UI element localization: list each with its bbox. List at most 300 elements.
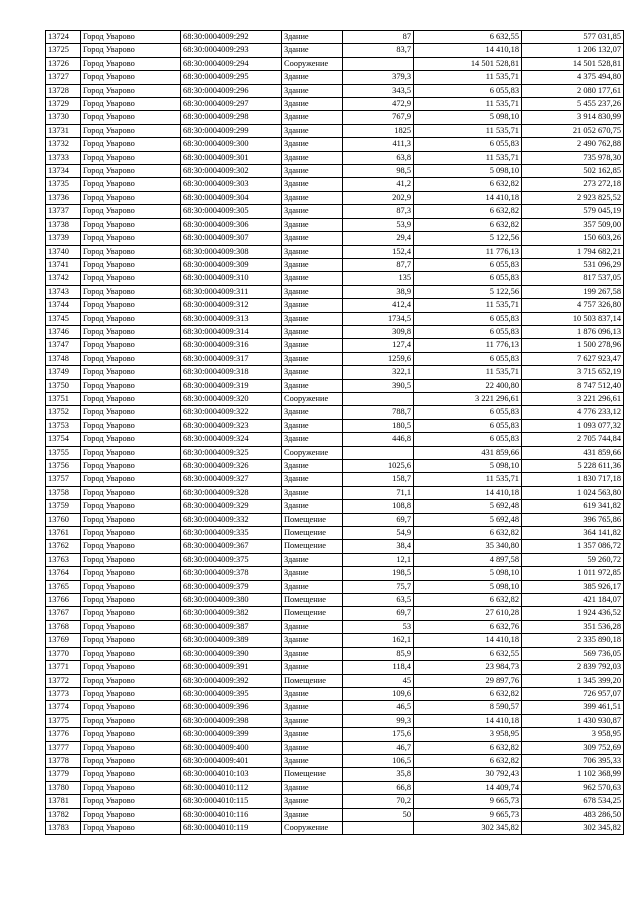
cadastral-value-cell: 364 141,82 [522, 527, 624, 540]
cadastral-value-cell: 399 461,51 [522, 701, 624, 714]
area-cell: 1025,6 [343, 460, 414, 473]
table-row [46, 513, 624, 526]
cadastral-value-cell: 1 011 972,85 [522, 567, 624, 580]
cadastral-number-cell: 68:30:0004009:298 [181, 111, 282, 124]
area-cell: 38,9 [343, 285, 414, 298]
object-type-cell: Сооружение [282, 821, 343, 834]
row-number-cell: 13761 [46, 527, 81, 540]
unit-value-cell: 5 692,48 [414, 500, 522, 513]
object-type-cell: Здание [282, 312, 343, 325]
row-number-cell: 13759 [46, 500, 81, 513]
cadastral-value-cell: 4 776 233,12 [522, 406, 624, 419]
unit-value-cell: 14 410,18 [414, 191, 522, 204]
unit-value-cell: 5 692,48 [414, 513, 522, 526]
cadastral-value-cell: 2 705 744,84 [522, 433, 624, 446]
settlement-name-cell: Город Уварово [81, 553, 181, 566]
table-row [46, 728, 624, 741]
cadastral-value-cell: 1 500 278,96 [522, 339, 624, 352]
settlement-name-cell: Город Уварово [81, 205, 181, 218]
cadastral-value-cell: 59 260,72 [522, 553, 624, 566]
cadastral-number-cell: 68:30:0004010:116 [181, 808, 282, 821]
cadastral-value-cell: 1 206 132,07 [522, 44, 624, 57]
table-row [46, 768, 624, 781]
cadastral-number-cell: 68:30:0004009:292 [181, 31, 282, 44]
row-number-cell: 13754 [46, 433, 81, 446]
unit-value-cell: 6 055,83 [414, 406, 522, 419]
unit-value-cell: 14 501 528,81 [414, 57, 522, 70]
unit-value-cell: 6 632,82 [414, 527, 522, 540]
object-type-cell: Здание [282, 218, 343, 231]
settlement-name-cell: Город Уварово [81, 392, 181, 405]
row-number-cell: 13749 [46, 366, 81, 379]
cadastral-number-cell: 68:30:0004010:103 [181, 768, 282, 781]
object-type-cell: Здание [282, 299, 343, 312]
unit-value-cell: 5 098,10 [414, 165, 522, 178]
settlement-name-cell: Город Уварово [81, 473, 181, 486]
cadastral-value-cell: 962 570,63 [522, 781, 624, 794]
settlement-name-cell: Город Уварово [81, 178, 181, 191]
cadastral-value-cell: 1 024 563,80 [522, 486, 624, 499]
settlement-name-cell: Город Уварово [81, 580, 181, 593]
table-row [46, 446, 624, 459]
settlement-name-cell: Город Уварово [81, 821, 181, 834]
unit-value-cell: 5 098,10 [414, 111, 522, 124]
cadastral-value-cell: 678 534,25 [522, 795, 624, 808]
settlement-name-cell: Город Уварово [81, 674, 181, 687]
area-cell: 54,9 [343, 527, 414, 540]
table-row [46, 352, 624, 365]
area-cell: 71,1 [343, 486, 414, 499]
cadastral-value-cell: 10 503 837,14 [522, 312, 624, 325]
row-number-cell: 13771 [46, 661, 81, 674]
cadastral-number-cell: 68:30:0004009:390 [181, 647, 282, 660]
table-row [46, 674, 624, 687]
cadastral-value-cell: 396 765,86 [522, 513, 624, 526]
area-cell: 53 [343, 620, 414, 633]
cadastral-number-cell: 68:30:0004009:322 [181, 406, 282, 419]
row-number-cell: 13755 [46, 446, 81, 459]
row-number-cell: 13728 [46, 84, 81, 97]
row-number-cell: 13724 [46, 31, 81, 44]
settlement-name-cell: Город Уварово [81, 500, 181, 513]
cadastral-number-cell: 68:30:0004009:297 [181, 98, 282, 111]
object-type-cell: Здание [282, 714, 343, 727]
cadastral-number-cell: 68:30:0004009:305 [181, 205, 282, 218]
settlement-name-cell: Город Уварово [81, 433, 181, 446]
table-row [46, 500, 624, 513]
object-type-cell: Здание [282, 165, 343, 178]
settlement-name-cell: Город Уварово [81, 339, 181, 352]
unit-value-cell: 5 098,10 [414, 567, 522, 580]
cadastral-value-cell: 2 080 177,61 [522, 84, 624, 97]
area-cell: 1734,5 [343, 312, 414, 325]
cadastral-number-cell: 68:30:0004009:316 [181, 339, 282, 352]
area-cell: 69,7 [343, 607, 414, 620]
settlement-name-cell: Город Уварово [81, 71, 181, 84]
area-cell: 175,6 [343, 728, 414, 741]
unit-value-cell: 11 535,71 [414, 124, 522, 137]
cadastral-value-cell: 385 926,17 [522, 580, 624, 593]
cadastral-number-cell: 68:30:0004009:306 [181, 218, 282, 231]
row-number-cell: 13742 [46, 272, 81, 285]
row-number-cell: 13763 [46, 553, 81, 566]
row-number-cell: 13744 [46, 299, 81, 312]
row-number-cell: 13746 [46, 325, 81, 338]
settlement-name-cell: Город Уварово [81, 808, 181, 821]
cadastral-value-cell: 817 537,05 [522, 272, 624, 285]
unit-value-cell: 6 632,82 [414, 687, 522, 700]
unit-value-cell: 6 055,83 [414, 325, 522, 338]
cadastral-number-cell: 68:30:0004009:399 [181, 728, 282, 741]
cadastral-number-cell: 68:30:0004009:323 [181, 419, 282, 432]
cadastral-value-cell: 431 859,66 [522, 446, 624, 459]
object-type-cell: Здание [282, 728, 343, 741]
cadastral-number-cell: 68:30:0004009:329 [181, 500, 282, 513]
settlement-name-cell: Город Уварово [81, 111, 181, 124]
cadastral-number-cell: 68:30:0004009:310 [181, 272, 282, 285]
area-cell: 98,5 [343, 165, 414, 178]
cadastral-number-cell: 68:30:0004009:294 [181, 57, 282, 70]
object-type-cell: Помещение [282, 513, 343, 526]
unit-value-cell: 14 410,18 [414, 44, 522, 57]
settlement-name-cell: Город Уварово [81, 138, 181, 151]
row-number-cell: 13726 [46, 57, 81, 70]
table-body [46, 31, 624, 835]
object-type-cell: Здание [282, 567, 343, 580]
object-type-cell: Здание [282, 138, 343, 151]
settlement-name-cell: Город Уварово [81, 191, 181, 204]
row-number-cell: 13778 [46, 754, 81, 767]
area-cell: 390,5 [343, 379, 414, 392]
object-type-cell: Здание [282, 634, 343, 647]
settlement-name-cell: Город Уварово [81, 446, 181, 459]
cadastral-value-cell: 150 603,26 [522, 232, 624, 245]
cadastral-value-cell: 569 736,05 [522, 647, 624, 660]
table-row [46, 299, 624, 312]
settlement-name-cell: Город Уварово [81, 98, 181, 111]
settlement-name-cell: Город Уварово [81, 687, 181, 700]
unit-value-cell: 11 535,71 [414, 473, 522, 486]
unit-value-cell: 35 340,80 [414, 540, 522, 553]
table-row [46, 151, 624, 164]
object-type-cell: Здание [282, 754, 343, 767]
unit-value-cell: 23 984,73 [414, 661, 522, 674]
area-cell: 63,5 [343, 594, 414, 607]
settlement-name-cell: Город Уварово [81, 419, 181, 432]
unit-value-cell: 11 535,71 [414, 98, 522, 111]
area-cell: 12,1 [343, 553, 414, 566]
object-type-cell: Сооружение [282, 57, 343, 70]
table-row [46, 527, 624, 540]
area-cell: 162,1 [343, 634, 414, 647]
table-row [46, 553, 624, 566]
cadastral-number-cell: 68:30:0004010:112 [181, 781, 282, 794]
cadastral-value-cell: 3 914 830,99 [522, 111, 624, 124]
table-row [46, 285, 624, 298]
object-type-cell: Здание [282, 232, 343, 245]
cadastral-value-cell: 735 978,30 [522, 151, 624, 164]
table-row [46, 473, 624, 486]
area-cell: 69,7 [343, 513, 414, 526]
area-cell: 118,4 [343, 661, 414, 674]
table-row [46, 312, 624, 325]
settlement-name-cell: Город Уварово [81, 124, 181, 137]
cadastral-value-cell: 21 052 670,75 [522, 124, 624, 137]
table-row [46, 754, 624, 767]
object-type-cell: Сооружение [282, 446, 343, 459]
cadastral-value-cell: 2 923 825,52 [522, 191, 624, 204]
settlement-name-cell: Город Уварово [81, 661, 181, 674]
unit-value-cell: 3 958,95 [414, 728, 522, 741]
area-cell: 50 [343, 808, 414, 821]
object-type-cell: Здание [282, 191, 343, 204]
object-type-cell: Сооружение [282, 392, 343, 405]
row-number-cell: 13757 [46, 473, 81, 486]
cadastral-number-cell: 68:30:0004010:115 [181, 795, 282, 808]
table-row [46, 607, 624, 620]
unit-value-cell: 27 610,28 [414, 607, 522, 620]
object-type-cell: Здание [282, 795, 343, 808]
cadastral-number-cell: 68:30:0004009:378 [181, 567, 282, 580]
cadastral-number-cell: 68:30:0004009:395 [181, 687, 282, 700]
row-number-cell: 13777 [46, 741, 81, 754]
object-type-cell: Здание [282, 460, 343, 473]
row-number-cell: 13767 [46, 607, 81, 620]
unit-value-cell: 11 535,71 [414, 366, 522, 379]
settlement-name-cell: Город Уварово [81, 795, 181, 808]
cadastral-number-cell: 68:30:0004009:401 [181, 754, 282, 767]
row-number-cell: 13768 [46, 620, 81, 633]
row-number-cell: 13729 [46, 98, 81, 111]
unit-value-cell: 6 632,55 [414, 31, 522, 44]
cadastral-number-cell: 68:30:0004009:324 [181, 433, 282, 446]
object-type-cell: Здание [282, 352, 343, 365]
area-cell: 63,8 [343, 151, 414, 164]
cadastral-value-cell: 309 752,69 [522, 741, 624, 754]
object-type-cell: Здание [282, 151, 343, 164]
row-number-cell: 13762 [46, 540, 81, 553]
unit-value-cell: 6 632,82 [414, 218, 522, 231]
settlement-name-cell: Город Уварово [81, 513, 181, 526]
row-number-cell: 13758 [46, 486, 81, 499]
cadastral-value-cell: 579 045,19 [522, 205, 624, 218]
cadastral-value-cell: 351 536,28 [522, 620, 624, 633]
row-number-cell: 13772 [46, 674, 81, 687]
table-row [46, 165, 624, 178]
unit-value-cell: 11 776,13 [414, 245, 522, 258]
unit-value-cell: 6 055,83 [414, 84, 522, 97]
unit-value-cell: 29 897,76 [414, 674, 522, 687]
cadastral-value-cell: 3 958,95 [522, 728, 624, 741]
unit-value-cell: 30 792,43 [414, 768, 522, 781]
settlement-name-cell: Город Уварово [81, 527, 181, 540]
table-row [46, 687, 624, 700]
settlement-name-cell: Город Уварово [81, 486, 181, 499]
area-cell: 70,2 [343, 795, 414, 808]
unit-value-cell: 14 410,18 [414, 714, 522, 727]
area-cell: 472,9 [343, 98, 414, 111]
table-row [46, 433, 624, 446]
cadastral-number-cell: 68:30:0004009:302 [181, 165, 282, 178]
row-number-cell: 13783 [46, 821, 81, 834]
object-type-cell: Здание [282, 111, 343, 124]
cadastral-value-cell: 2 490 762,88 [522, 138, 624, 151]
table-row [46, 111, 624, 124]
area-cell: 152,4 [343, 245, 414, 258]
object-type-cell: Здание [282, 701, 343, 714]
cadastral-value-cell: 4 757 326,80 [522, 299, 624, 312]
table-row [46, 701, 624, 714]
object-type-cell: Здание [282, 647, 343, 660]
row-number-cell: 13760 [46, 513, 81, 526]
cadastral-value-cell: 577 031,85 [522, 31, 624, 44]
table-row [46, 245, 624, 258]
unit-value-cell: 6 632,82 [414, 178, 522, 191]
cadastral-number-cell: 68:30:0004009:367 [181, 540, 282, 553]
table-row [46, 71, 624, 84]
unit-value-cell: 6 055,83 [414, 312, 522, 325]
cadastral-number-cell: 68:30:0004010:119 [181, 821, 282, 834]
unit-value-cell: 3 221 296,61 [414, 392, 522, 405]
object-type-cell: Здание [282, 741, 343, 754]
row-number-cell: 13752 [46, 406, 81, 419]
area-cell [343, 392, 414, 405]
object-type-cell: Здание [282, 500, 343, 513]
cadastral-number-cell: 68:30:0004009:317 [181, 352, 282, 365]
object-type-cell: Здание [282, 98, 343, 111]
cadastral-value-cell: 199 267,58 [522, 285, 624, 298]
object-type-cell: Здание [282, 178, 343, 191]
cadastral-number-cell: 68:30:0004009:312 [181, 299, 282, 312]
cadastral-number-cell: 68:30:0004009:314 [181, 325, 282, 338]
unit-value-cell: 6 632,82 [414, 205, 522, 218]
area-cell: 109,6 [343, 687, 414, 700]
area-cell: 412,4 [343, 299, 414, 312]
table-row [46, 57, 624, 70]
object-type-cell: Здание [282, 84, 343, 97]
unit-value-cell: 6 632,82 [414, 741, 522, 754]
area-cell: 135 [343, 272, 414, 285]
object-type-cell: Здание [282, 580, 343, 593]
area-cell: 83,7 [343, 44, 414, 57]
cadastral-number-cell: 68:30:0004009:296 [181, 84, 282, 97]
area-cell: 127,4 [343, 339, 414, 352]
cadastral-number-cell: 68:30:0004009:326 [181, 460, 282, 473]
table-row [46, 272, 624, 285]
table-row [46, 98, 624, 111]
area-cell: 99,3 [343, 714, 414, 727]
row-number-cell: 13769 [46, 634, 81, 647]
area-cell [343, 821, 414, 834]
settlement-name-cell: Город Уварово [81, 366, 181, 379]
area-cell: 108,8 [343, 500, 414, 513]
unit-value-cell: 9 665,73 [414, 795, 522, 808]
area-cell: 66,8 [343, 781, 414, 794]
settlement-name-cell: Город Уварово [81, 151, 181, 164]
unit-value-cell: 11 776,13 [414, 339, 522, 352]
table-row [46, 821, 624, 834]
area-cell [343, 57, 414, 70]
table-row [46, 191, 624, 204]
table-row [46, 392, 624, 405]
object-type-cell: Здание [282, 124, 343, 137]
object-type-cell: Здание [282, 325, 343, 338]
table-row [46, 138, 624, 151]
cadastral-value-cell: 1 430 930,87 [522, 714, 624, 727]
row-number-cell: 13732 [46, 138, 81, 151]
cadastral-value-cell: 273 272,18 [522, 178, 624, 191]
row-number-cell: 13781 [46, 795, 81, 808]
settlement-name-cell: Город Уварово [81, 594, 181, 607]
settlement-name-cell: Город Уварово [81, 754, 181, 767]
unit-value-cell: 5 098,10 [414, 580, 522, 593]
settlement-name-cell: Город Уварово [81, 232, 181, 245]
row-number-cell: 13779 [46, 768, 81, 781]
cadastral-value-cell: 7 627 923,47 [522, 352, 624, 365]
object-type-cell: Помещение [282, 527, 343, 540]
table-row [46, 325, 624, 338]
object-type-cell: Здание [282, 553, 343, 566]
object-type-cell: Здание [282, 661, 343, 674]
row-number-cell: 13753 [46, 419, 81, 432]
settlement-name-cell: Город Уварово [81, 84, 181, 97]
settlement-name-cell: Город Уварово [81, 245, 181, 258]
object-type-cell: Здание [282, 808, 343, 821]
row-number-cell: 13739 [46, 232, 81, 245]
cadastral-number-cell: 68:30:0004009:308 [181, 245, 282, 258]
object-type-cell: Здание [282, 205, 343, 218]
unit-value-cell: 6 632,82 [414, 754, 522, 767]
row-number-cell: 13751 [46, 392, 81, 405]
unit-value-cell: 6 055,83 [414, 419, 522, 432]
unit-value-cell: 302 345,82 [414, 821, 522, 834]
settlement-name-cell: Город Уварово [81, 647, 181, 660]
unit-value-cell: 6 055,83 [414, 272, 522, 285]
settlement-name-cell: Город Уварово [81, 460, 181, 473]
table-row [46, 258, 624, 271]
cadastral-number-cell: 68:30:0004009:382 [181, 607, 282, 620]
cadastral-number-cell: 68:30:0004009:299 [181, 124, 282, 137]
cadastral-number-cell: 68:30:0004009:295 [181, 71, 282, 84]
area-cell: 35,8 [343, 768, 414, 781]
object-type-cell: Здание [282, 366, 343, 379]
cadastral-number-cell: 68:30:0004009:307 [181, 232, 282, 245]
row-number-cell: 13748 [46, 352, 81, 365]
row-number-cell: 13766 [46, 594, 81, 607]
settlement-name-cell: Город Уварово [81, 728, 181, 741]
area-cell: 46,7 [343, 741, 414, 754]
row-number-cell: 13745 [46, 312, 81, 325]
cadastral-number-cell: 68:30:0004009:327 [181, 473, 282, 486]
table-row [46, 486, 624, 499]
table-row [46, 218, 624, 231]
cadastral-value-cell: 4 375 494,80 [522, 71, 624, 84]
unit-value-cell: 14 410,18 [414, 486, 522, 499]
object-type-cell: Здание [282, 781, 343, 794]
row-number-cell: 13775 [46, 714, 81, 727]
unit-value-cell: 4 897,58 [414, 553, 522, 566]
row-number-cell: 13730 [46, 111, 81, 124]
unit-value-cell: 11 535,71 [414, 299, 522, 312]
area-cell: 446,8 [343, 433, 414, 446]
table-row [46, 419, 624, 432]
cadastral-number-cell: 68:30:0004009:332 [181, 513, 282, 526]
unit-value-cell: 11 535,71 [414, 71, 522, 84]
cadastral-number-cell: 68:30:0004009:303 [181, 178, 282, 191]
object-type-cell: Здание [282, 620, 343, 633]
area-cell: 1825 [343, 124, 414, 137]
settlement-name-cell: Город Уварово [81, 272, 181, 285]
